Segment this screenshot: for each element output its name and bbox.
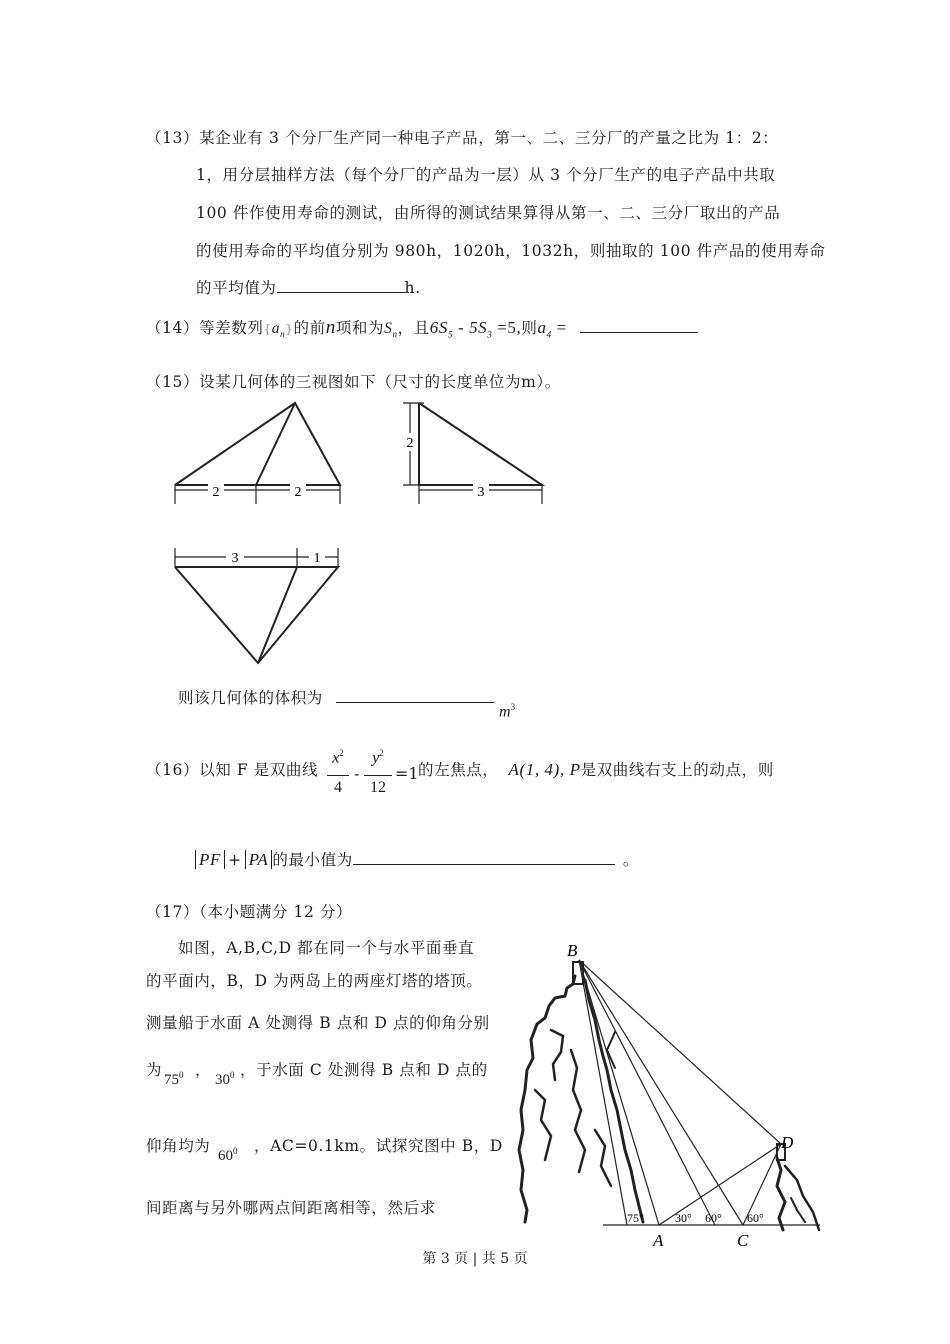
q14-number: （14） (146, 319, 200, 337)
q16-abs-pa: PA (245, 850, 273, 869)
label-angle-60a: 60° (705, 1211, 722, 1225)
q16-point-a: A(1, 4), P (508, 760, 581, 779)
q16-answer-blank (353, 864, 615, 865)
q14-seq-brace: { (263, 322, 272, 336)
q16-den-12: 12 (370, 779, 386, 796)
label-c: C (737, 1231, 749, 1250)
q17-angle-30: $30^0$ (215, 1070, 235, 1088)
q14-text1: 等差数列 (199, 319, 264, 337)
q17-line1: 如图，A,B,C,D 都在同一个与水平面垂直 (178, 939, 475, 957)
q17-line4-pre: 为 (146, 1061, 163, 1079)
front-dim-right: 2 (294, 485, 302, 500)
line-bd (579, 960, 781, 1144)
q16-line1-cont (418, 758, 774, 780)
q15-answer-line (178, 686, 494, 708)
top-view-outline (175, 567, 338, 663)
q15-line (146, 370, 561, 392)
q16-plus: + (227, 851, 242, 869)
q16-line2 (195, 848, 639, 870)
q15-top-view (170, 545, 350, 675)
q14-sn: $S_n$ (384, 320, 398, 340)
q17-line5-pre: 仰角均为 (146, 1137, 211, 1155)
q15-text: 设某几何体的三视图如下（尺寸的长度单位为m）。 (199, 373, 561, 391)
q16-text3: 是双曲线右支上的动点，则 (580, 761, 774, 779)
q13-line2: 1，用分层抽样方法（每个分厂的产品为一层）从 3 个分厂生产的电子产品中共取 (196, 166, 776, 184)
q14-an: $a_n$ (271, 320, 286, 340)
q13-answer-blank (277, 292, 405, 293)
q17-line4 (146, 1058, 162, 1080)
q16-line1 (146, 758, 318, 780)
q14-text3: 项和为 (335, 319, 385, 337)
q14-answer-blank (580, 332, 698, 333)
q17-angle-60: $60^0$ (218, 1146, 238, 1164)
q16-period: 。 (622, 851, 639, 869)
q17-comma: ， (195, 1061, 211, 1079)
q17-angle-75: $75^0$ (164, 1070, 184, 1088)
q17-line5 (146, 1134, 210, 1156)
q17-line4-post: ，于水面 C 处测得 B 点和 D 点的 (240, 1061, 488, 1079)
q16-num-x: $x^2$ (332, 748, 344, 767)
q14-line (146, 316, 698, 339)
q16-fraction-bar-2 (364, 775, 392, 776)
q16-hyperbola-equation (325, 744, 425, 804)
q13-line5 (196, 276, 421, 298)
q16-num-y: $y^2$ (372, 748, 384, 767)
q15-unit: $m^3$ (499, 702, 516, 721)
side-dim-base: 3 (477, 485, 485, 500)
label-a: A (653, 1231, 664, 1250)
q17-score: （本小题满分 12 分） (199, 903, 353, 921)
q14-text4: ，且 (397, 319, 430, 337)
q15-number: （15） (146, 373, 200, 391)
q14-equation: $6S_5 - 5S_3 =5$, (429, 318, 522, 340)
label-angle-60b: 60° (747, 1211, 764, 1225)
q17-line2: 的平面内，B，D 为两岛上的两座灯塔的塔顶。 (146, 972, 483, 990)
q17-line3: 测量船于水面 A 处测得 B 点和 D 点的仰角分别 (146, 1014, 490, 1032)
top-view-inner-edge (258, 567, 297, 663)
q14-text2: 的前 (293, 319, 326, 337)
q14-a4: $a_4$ = (537, 318, 567, 340)
side-dim-height: 2 (406, 436, 414, 451)
q15-front-view (170, 400, 350, 510)
top-dim-right: 1 (313, 551, 321, 566)
top-dim-left: 3 (231, 551, 239, 566)
q15-answer-text: 则该几何体的体积为 (178, 689, 323, 707)
front-dim-left: 2 (212, 485, 220, 500)
q13-text-line1: 某企业有 3 个分厂生产同一种电子产品，第一、二、三分厂的产量之比为 1：2： (199, 129, 779, 147)
q16-text4: 的最小值为 (272, 851, 353, 869)
page-footer: 第 3 页 | 共 5 页 (422, 1251, 528, 1267)
q16-text1: 以知 F 是双曲线 (199, 761, 319, 779)
q13-unit: h. (404, 279, 421, 297)
label-angle-75: 75° (627, 1211, 644, 1225)
q16-minus: - (354, 764, 360, 783)
q16-text2: 的左焦点， (418, 761, 499, 779)
label-d: D (781, 1133, 794, 1152)
q17-line6: 间距离与另外哪两点间距离相等，然后求 (146, 1199, 436, 1217)
q15-answer-blank (336, 702, 494, 703)
q17-line5-post: ，AC=0.1km。试探究图中 B，D (254, 1137, 503, 1155)
q14-n: n (325, 317, 336, 338)
q13-number: （13） (146, 129, 200, 147)
q13-line1 (146, 126, 778, 148)
q13-line4: 的使用寿命的平均值分别为 980h，1020h，1032h，则抽取的 100 件产品的使用寿命 (196, 242, 826, 260)
front-view-outline (175, 403, 340, 485)
q17-figure (515, 940, 835, 1260)
q15-side-view (400, 400, 560, 510)
q14-text5: 则 (521, 319, 538, 337)
q16-equals-one: =1 (395, 764, 419, 783)
q17-number: （17） (146, 903, 200, 921)
q16-den-4: 4 (334, 779, 342, 796)
label-angle-30: 30° (675, 1211, 692, 1225)
q16-fraction-bar-1 (327, 775, 349, 776)
left-island-outline (519, 976, 575, 1222)
q13-line3: 100 件作使用寿命的测试，由所得的测试结果算得从第一、二、三分厂取出的产品 (196, 204, 781, 222)
q13-line5-text: 的平均值为 (196, 279, 277, 297)
right-island-outline (777, 1158, 785, 1230)
label-b: B (567, 941, 578, 960)
side-view-outline (419, 403, 542, 485)
q16-number: （16） (146, 761, 200, 779)
q14-seq-brace-close: } (285, 322, 294, 336)
q17-header (146, 900, 352, 922)
q16-abs-pf: PF (195, 850, 225, 869)
